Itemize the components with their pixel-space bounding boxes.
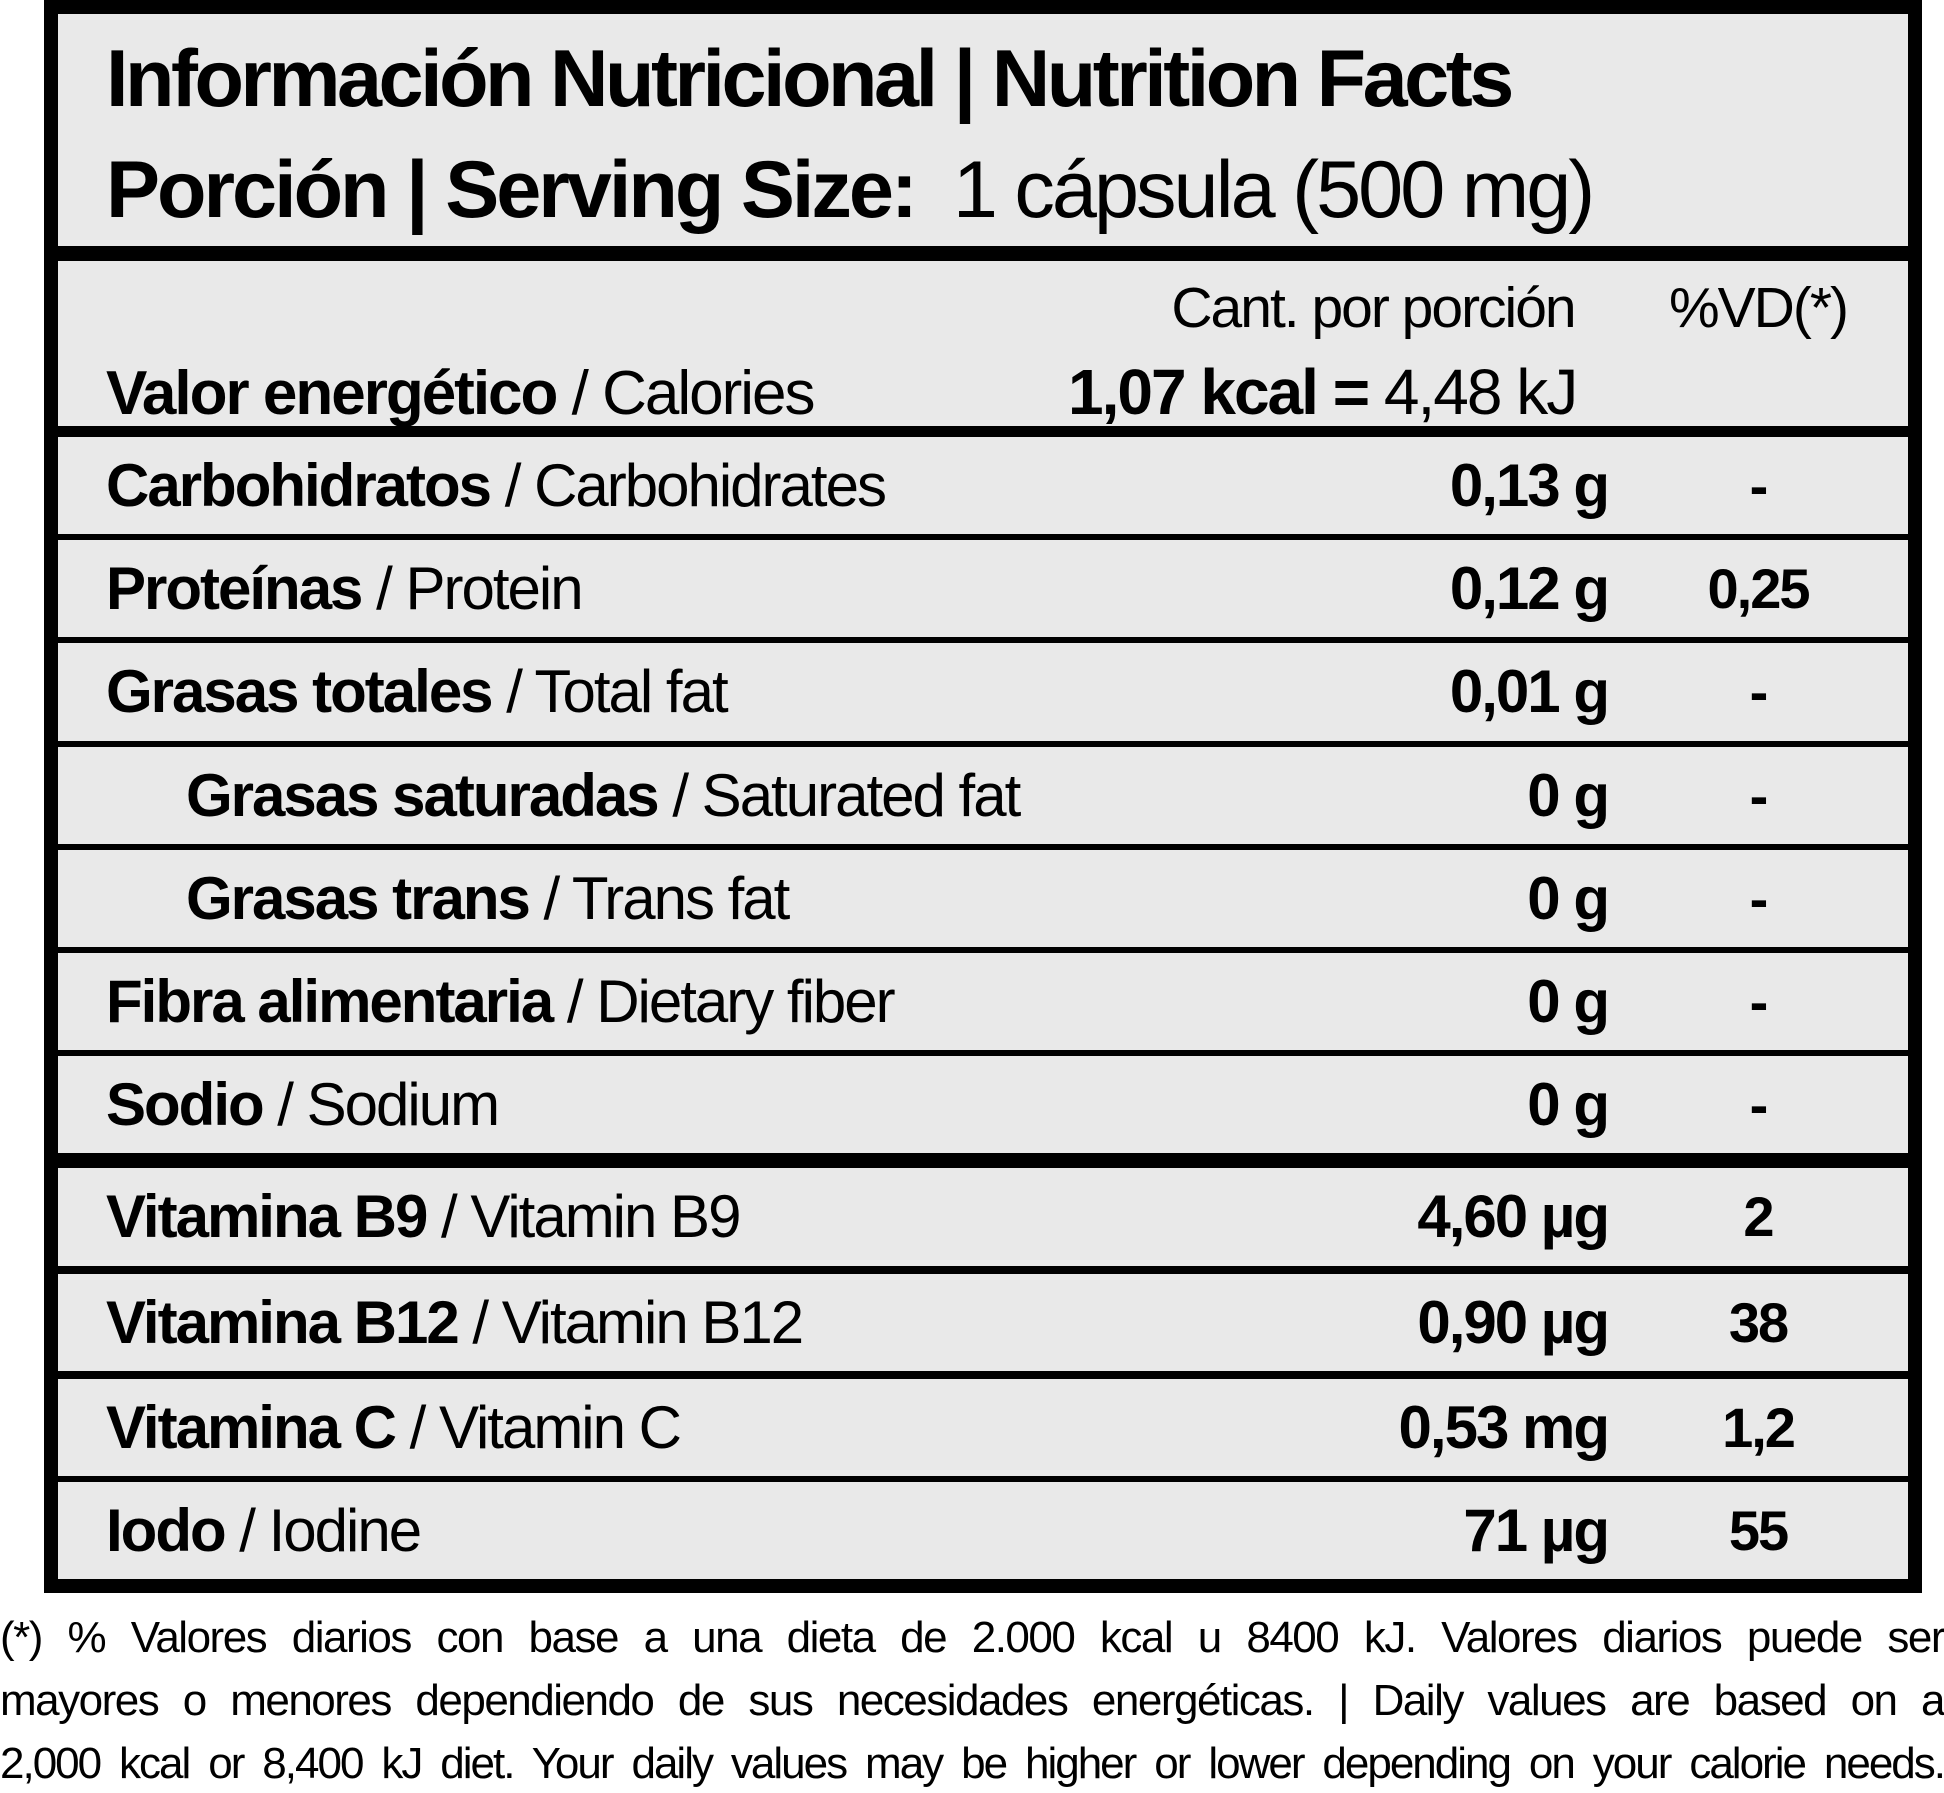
nutrient-name-es: Vitamina B12	[106, 1288, 458, 1356]
nutrient-name	[58, 1288, 1208, 1357]
nutrient-name	[58, 657, 1208, 726]
name-separator: /	[395, 1393, 440, 1461]
nutrient-amount: 0 g	[1527, 1071, 1608, 1139]
nutrient-name	[58, 1070, 1208, 1139]
table-row	[58, 1050, 1908, 1153]
nutrient-amount: 0 g	[1527, 761, 1608, 829]
nutrient-name-en: Iodine	[268, 1496, 421, 1564]
serving-size-label: Porción | Serving Size:	[106, 145, 915, 235]
calories-name	[106, 358, 1068, 429]
nutrient-amount: 0,53 mg	[1398, 1393, 1608, 1461]
nutrient-name-es: Grasas totales	[106, 658, 492, 726]
calories-section	[58, 246, 1908, 426]
nutrient-name-es: Carbohidratos	[106, 452, 491, 520]
nutrient-amount: 4,60 µg	[1417, 1183, 1608, 1251]
column-header-spacer	[58, 275, 1138, 341]
nutrient-name-en: Total fat	[534, 658, 727, 726]
nutrient-name-en: Vitamin B9	[470, 1183, 740, 1251]
nutrient-dv: 55	[1728, 1498, 1788, 1562]
nutrient-dv: 38	[1728, 1290, 1788, 1354]
table-row	[58, 947, 1908, 1050]
name-separator: /	[552, 968, 597, 1036]
nutrient-name	[58, 864, 1208, 933]
calories-name-es: Valor energético	[106, 359, 557, 428]
label-title: Información Nutricional | Nutrition Facts	[106, 34, 1511, 124]
nutrient-amount: 0,13 g	[1449, 452, 1608, 520]
column-header-amount: Cant. por porción	[1171, 276, 1575, 340]
name-separator: /	[490, 452, 535, 520]
nutrient-name	[58, 1393, 1208, 1462]
table-row	[58, 534, 1908, 637]
nutrient-name	[58, 554, 1208, 623]
name-separator: /	[491, 658, 535, 726]
name-separator: /	[457, 1288, 502, 1356]
nutrient-name-en: Vitamin C	[439, 1393, 680, 1461]
label-header	[58, 14, 1908, 246]
nutrient-name-es: Sodio	[106, 1071, 263, 1139]
table-row	[58, 1153, 1908, 1265]
nutrient-name-en: Sodium	[306, 1071, 499, 1139]
nutrient-name-es: Vitamina B9	[106, 1183, 427, 1251]
nutrient-amount: 0,12 g	[1449, 555, 1608, 623]
nutrient-name-es: Iodo	[106, 1496, 225, 1564]
table-row	[58, 844, 1908, 947]
nutrient-name-en: Dietary fiber	[596, 968, 894, 1036]
nutrient-name	[58, 967, 1208, 1036]
footnote	[0, 1606, 1944, 1793]
nutrient-name	[58, 451, 1208, 520]
table-row	[58, 1371, 1908, 1476]
footnote-line-3: 2,000 kcal or 8,400 kJ diet. Your daily values may be higher or lower depending on your calorie needs.	[0, 1739, 1944, 1788]
nutrient-dv: 2	[1743, 1185, 1773, 1249]
footnote-line-1: (*) % Valores diarios con base a una dieta de 2.000 kcal u 8400 kJ. Valores diarios puede ser	[0, 1613, 1944, 1662]
name-separator: /	[262, 1071, 307, 1139]
serving-size-value: 1 cápsula (500 mg)	[952, 145, 1593, 235]
nutrient-name-es: Fibra alimentaria	[106, 968, 553, 1036]
nutrient-name	[58, 1496, 1208, 1565]
nutrient-name-en: Saturated fat	[701, 761, 1020, 829]
nutrient-amount: 0 g	[1527, 864, 1608, 932]
nutrient-dv: -	[1749, 454, 1767, 518]
name-separator: /	[657, 761, 702, 829]
nutrient-dv: -	[1749, 660, 1767, 724]
footnote-line-2: mayores o menores dependiendo de sus necesidades energéticas. | Daily values are based on a	[0, 1676, 1944, 1725]
nutrient-name-es: Proteínas	[106, 555, 362, 623]
name-separator: /	[426, 1183, 471, 1251]
nutrient-dv: 0,25	[1707, 557, 1809, 621]
nutrient-amount: 0,01 g	[1449, 658, 1608, 726]
name-separator: /	[528, 864, 572, 932]
table-row	[58, 741, 1908, 844]
nutrient-name-en: Protein	[405, 555, 582, 623]
nutrient-name	[58, 1182, 1208, 1251]
calories-value-kj: 4,48 kJ	[1383, 356, 1577, 428]
nutrient-amount: 0 g	[1527, 968, 1608, 1036]
nutrient-name	[58, 761, 1208, 830]
nutrient-rows	[58, 426, 1908, 1579]
nutrient-name-en: Trans fat	[571, 864, 789, 932]
calories-value	[1068, 355, 1576, 429]
nutrient-amount: 71 µg	[1463, 1496, 1608, 1564]
nutrient-name-en: Carbohidrates	[534, 452, 885, 520]
name-separator: /	[361, 555, 406, 623]
nutrient-name-es: Grasas trans	[186, 864, 529, 932]
calories-name-en: Calories	[602, 359, 814, 428]
nutrient-name-en: Vitamin B12	[501, 1288, 803, 1356]
nutrient-amount: 0,90 µg	[1417, 1288, 1608, 1356]
nutrient-dv: 1,2	[1722, 1395, 1794, 1459]
column-header-row	[58, 275, 1908, 341]
calories-row	[58, 355, 1908, 429]
name-separator: /	[556, 359, 603, 428]
name-separator: /	[224, 1496, 269, 1564]
nutrient-dv: -	[1749, 1073, 1767, 1137]
nutrient-dv: -	[1749, 970, 1767, 1034]
serving-size-row	[106, 134, 1890, 246]
nutrient-dv: -	[1749, 866, 1767, 930]
table-row	[58, 426, 1908, 534]
nutrient-name-es: Vitamina C	[106, 1393, 395, 1461]
table-row	[58, 1266, 1908, 1371]
nutrient-name-es: Grasas saturadas	[186, 761, 658, 829]
calories-value-kcal: 1,07 kcal =	[1068, 356, 1369, 428]
column-header-dv: %VD(*)	[1668, 276, 1847, 340]
table-row	[58, 637, 1908, 740]
table-row	[58, 1476, 1908, 1579]
nutrition-label	[44, 0, 1922, 1593]
nutrient-dv: -	[1749, 763, 1767, 827]
